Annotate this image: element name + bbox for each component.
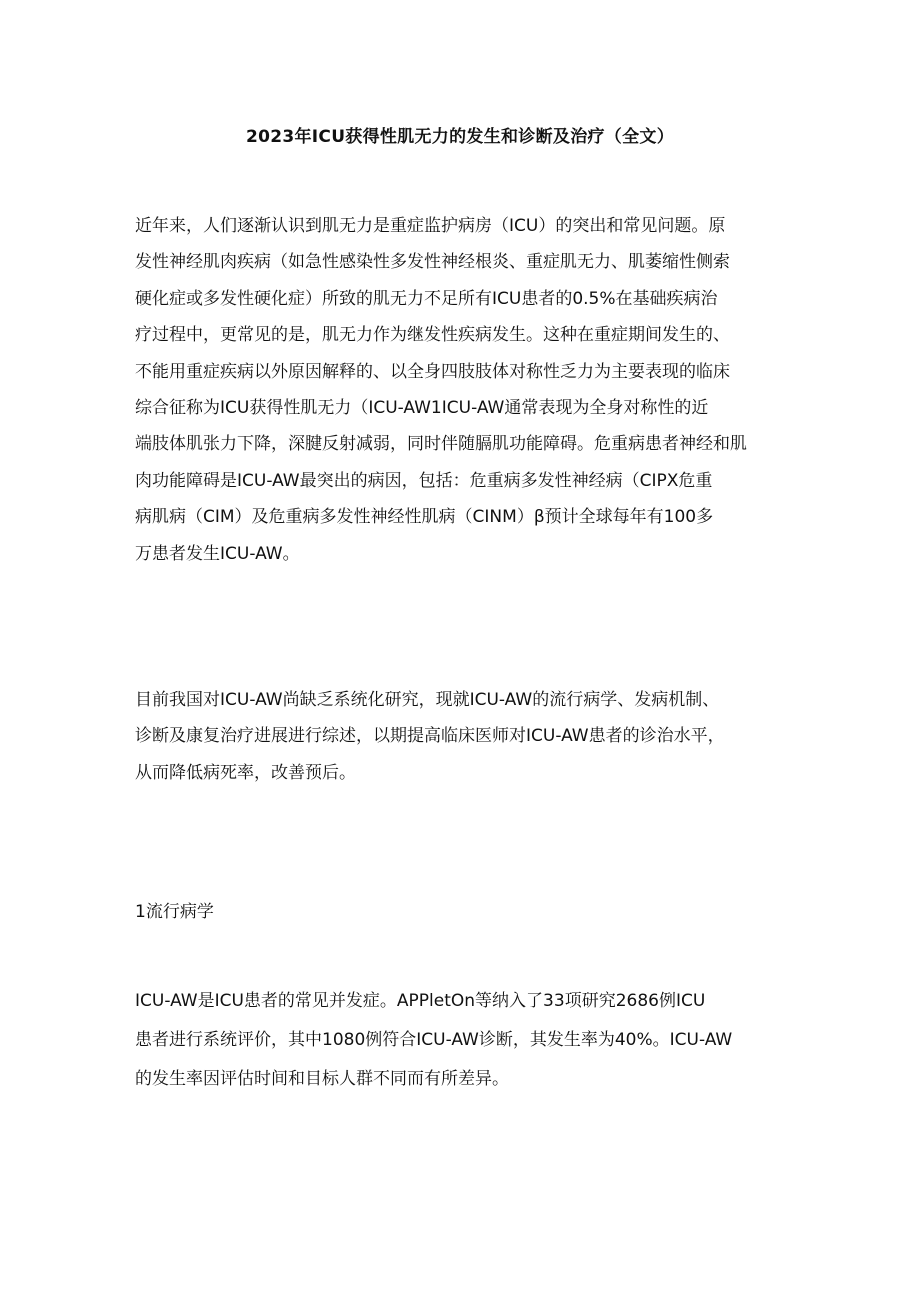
paragraph-line: 发性神经肌肉疾病（如急性感染性多发性神经根炎、重症肌无力、肌萎缩性侧索 (135, 252, 730, 273)
section-heading-epidemiology: 1流行病学 (135, 902, 214, 922)
paragraph-line: 患者进行系统评价，其中1080例符合ICU-AW诊断，其发生率为40%。ICU-AW (135, 1030, 733, 1050)
paragraph-line: 综合征称为ICU获得性肌无力（ICU-AW1ICU-AW通常表现为全身对称性的近 (135, 397, 709, 418)
paragraph-line: 目前我国对ICU-AW尚缺乏系统化研究，现就ICU-AW的流行病学、发病机制、 (135, 690, 720, 710)
document-title: 2023年ICU获得性肌无力的发生和诊断及治疗（全文） (245, 127, 675, 147)
paragraph-line: 疗过程中，更常见的是，肌无力作为继发性疾病发生。这种在重症期间发生的、 (135, 325, 730, 346)
paragraph-line: 从而降低病死率，改善预后。 (135, 762, 356, 783)
paragraph-line: 硬化症或多发性硬化症）所致的肌无力不足所有ICU患者的0.5%在基础疾病治 (135, 288, 718, 309)
paragraph-line: 不能用重症疾病以外原因解释的、以全身四肢肢体对称性乏力为主要表现的临床 (135, 361, 730, 382)
epidemiology-paragraph (135, 982, 800, 1099)
intro-paragraph (135, 208, 800, 572)
paragraph-line: 万患者发生ICU-AW。 (135, 543, 300, 564)
paragraph-line: 诊断及康复治疗进展进行综述，以期提高临床医师对ICU-AW患者的诊治水平， (135, 726, 725, 747)
aim-paragraph (135, 682, 800, 791)
paragraph-line: 端肢体肌张力下降，深腱反射减弱，同时伴随膈肌功能障碍。危重病患者神经和肌 (135, 434, 747, 455)
paragraph-line: 的发生率因评估时间和目标人群不同而有所差异。 (135, 1069, 509, 1089)
paragraph-line: 肉功能障碍是ICU-AW最突出的病因，包括：危重病多发性神经病（CIPX危重 (135, 470, 713, 491)
paragraph-line: 病肌病（CIM）及危重病多发性神经性肌病（CINM）β预计全球每年有100多 (135, 507, 714, 528)
paragraph-line: ICU-AW是ICU患者的常见并发症。APPletOn等纳入了33项研究2686例ICU (135, 991, 706, 1011)
paragraph-line: 近年来，人们逐渐认识到肌无力是重症监护病房（ICU）的突出和常见问题。原 (135, 216, 726, 236)
